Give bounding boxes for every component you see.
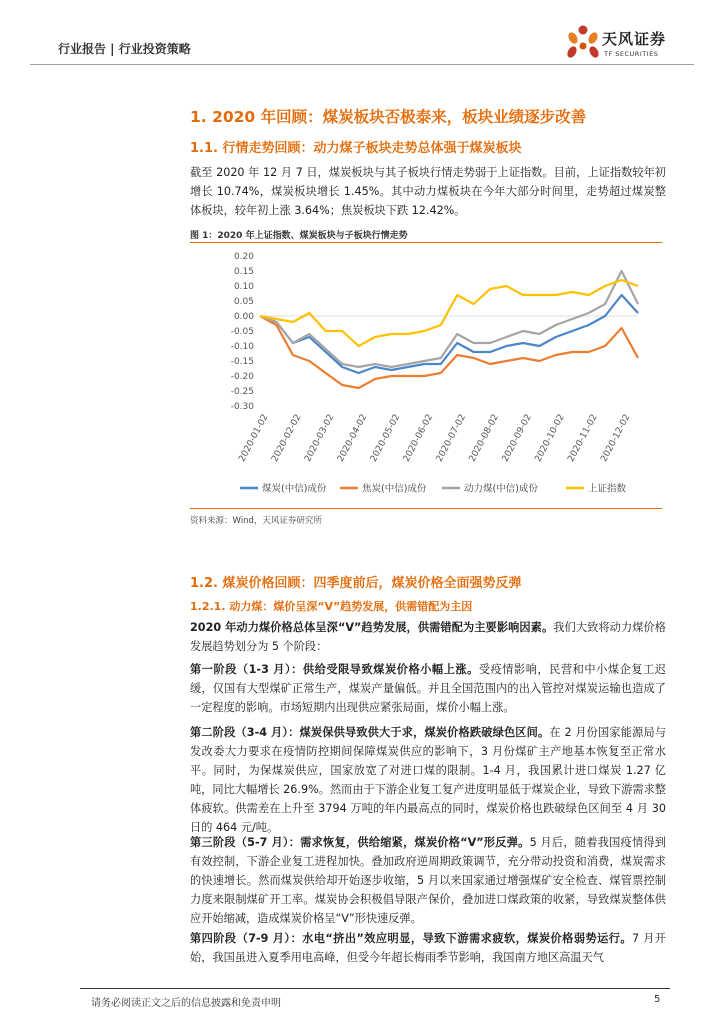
figure-caption: 图 1：2020 年上证指数、煤炭板块与子板块行情走势 — [190, 231, 408, 241]
intro-bold: 2020 年动力煤价格总体呈深“V”趋势发展，供需错配为主要影响因素。 — [190, 621, 554, 634]
legend-label: 焦炭(中信)成份 — [362, 483, 427, 495]
footer-divider — [80, 988, 670, 989]
x-tick-label: 2020-07-02 — [434, 412, 469, 464]
section-1-2-title: 1.2. 煤炭价格回顾：四季度前后，煤炭价格全面强势反弹 — [190, 576, 522, 591]
legend-label: 动力煤(中信)成份 — [464, 483, 538, 495]
x-tick-label: 2020-05-02 — [368, 412, 403, 464]
stage-1-rest: 受疫情影响，民营和中小煤企复工迟缓，仅国有大型煤矿正常生产，煤炭产量偏低。并且全国范围内的出入管控对煤炭运输也造成了一定程度的影响。市场短期内出现供应紧张局面，煤价小幅上涨。 — [190, 663, 666, 714]
figure-source: 资料来源：Wind，天风证券研究所 — [190, 516, 322, 526]
y-tick-label: -0.20 — [230, 372, 254, 382]
y-tick-label: 0.20 — [233, 252, 254, 262]
stage-3-bold: 第三阶段（5-7 月）：需求恢复，供给缩紧，煤炭价格“V”形反弹。 — [190, 836, 530, 849]
y-tick-label: -0.25 — [230, 387, 254, 397]
logo-text-cn: 天风证券 — [602, 30, 667, 48]
x-tick-label: 2020-09-02 — [500, 412, 534, 464]
y-tick-label: 0.15 — [233, 267, 254, 277]
section-1-title: 1. 2020 年回顾：煤炭板块否极泰来，板块业绩逐步改善 — [190, 108, 587, 126]
intro-rest: 我们大致将动力煤价格发展趋势划分为 5 个阶段： — [190, 621, 666, 653]
page-number: 5 — [654, 994, 661, 1005]
stage-4-paragraph — [190, 929, 666, 967]
x-tick-label: 2020-12-02 — [599, 412, 633, 464]
series-line-3 — [260, 280, 638, 346]
x-tick-label: 2020-03-02 — [303, 412, 337, 464]
section-1-1-title: 1.1. 行情走势回顾：动力煤子板块走势总体强于煤炭板块 — [190, 141, 522, 156]
stage-2-paragraph — [190, 723, 666, 837]
stage-4-bold: 第四阶段（7-9 月）：水电“挤出”效应明显，导致下游需求疲软，煤炭价格弱势运行。 — [190, 932, 633, 945]
y-tick-label: 0.00 — [233, 312, 254, 322]
figure-top-rule — [190, 242, 662, 243]
company-logo — [566, 22, 688, 68]
stage-4-rest: 7 月开始，我国虽进入夏季用电高峰，但受今年超长梅雨季节影响，我国南方地区高温天气 — [190, 932, 666, 964]
series-line-0 — [260, 295, 638, 373]
x-tick-label: 2020-06-02 — [401, 412, 436, 464]
line-chart — [190, 244, 666, 506]
y-tick-label: -0.15 — [230, 357, 254, 367]
figure-bottom-rule — [190, 508, 662, 509]
y-tick-label: 0.10 — [233, 282, 254, 292]
stage-2-rest: 在 2 月份国家能源局与发改委大力要求在疫情防控期间保障煤炭供应的影响下，3 月份煤矿主产地基本恢复至正常水平。同时，为保煤炭供应，国家放宽了对进口煤的限制。1-4 月，我国累计进口煤炭 1.27 亿吨，同比大幅增长 26.9%。然而由于下游企业复工复产进度明显低于煤炭企业，导致下游需求整体疲软。供需差在上升至 3794 万吨的年内最高点的同时，煤炭价格也跌破绿色区间至 4 月 30 日的 464 元/吨。 — [190, 726, 667, 834]
stage-3-paragraph — [190, 833, 666, 928]
x-tick-label: 2020-08-02 — [467, 412, 502, 464]
intro-paragraph — [190, 618, 666, 656]
stage-1-bold: 第一阶段（1-3 月）：供给受限导致煤炭价格小幅上涨。 — [190, 663, 479, 676]
logo-flame-icon — [566, 22, 600, 66]
stage-2-bold: 第二阶段（3-4 月）：煤炭保供导致供大于求，煤炭价格跌破绿色区间。 — [190, 726, 550, 739]
y-tick-label: -0.30 — [230, 402, 254, 412]
logo-text-en: TF SECURITIES — [604, 50, 659, 58]
x-tick-label: 2020-10-02 — [533, 412, 567, 464]
y-tick-label: 0.05 — [233, 297, 254, 307]
section-1-1-paragraph: 截至 2020 年 12 月 7 日，煤炭板块与其子板块行情走势弱于上证指数。目前，上证指数较年初增长 10.74%，煤炭板块增长 1.45%。其中动力煤板块在今年大部分时间里，走势超过煤炭整体板块，较年初上涨 3.64%；焦炭板块下跌 12.42%。 — [190, 166, 666, 217]
header-divider — [30, 64, 694, 65]
stage-1-paragraph — [190, 660, 666, 717]
report-category: 行业报告 | 行业投资策略 — [58, 42, 191, 56]
legend-label: 上证指数 — [588, 483, 627, 495]
y-tick-label: -0.05 — [230, 327, 254, 337]
stage-3-rest: 5 月后，随着我国疫情得到有效控制，下游企业复工进程加快。叠加政府逆周期政策调节，充分带动投资和消费，煤炭需求的快速增长。然而煤炭供给却开始逐步收缩，5 月以来国家通过增强煤矿安全检查、煤管票控制力度来限制煤矿开工率。煤炭协会积极倡导限产保价，叠加进口煤政策的收紧，导致煤炭整体供应开始缩减，造成煤炭价格呈“V”形快速反弹。 — [190, 836, 666, 925]
legend-label: 煤炭(中信)成份 — [262, 483, 327, 495]
x-tick-label: 2020-04-02 — [335, 412, 370, 464]
y-tick-label: -0.10 — [230, 342, 254, 352]
section-1-2-1-title: 1.2.1. 动力煤：煤价呈深“V”趋势发展，供需错配为主因 — [190, 600, 473, 613]
x-tick-label: 2020-11-02 — [566, 412, 600, 464]
footer-disclaimer: 请务必阅读正文之后的信息披露和免责申明 — [91, 998, 281, 1009]
x-tick-label: 2020-01-02 — [237, 412, 271, 464]
x-tick-label: 2020-02-02 — [270, 412, 304, 464]
